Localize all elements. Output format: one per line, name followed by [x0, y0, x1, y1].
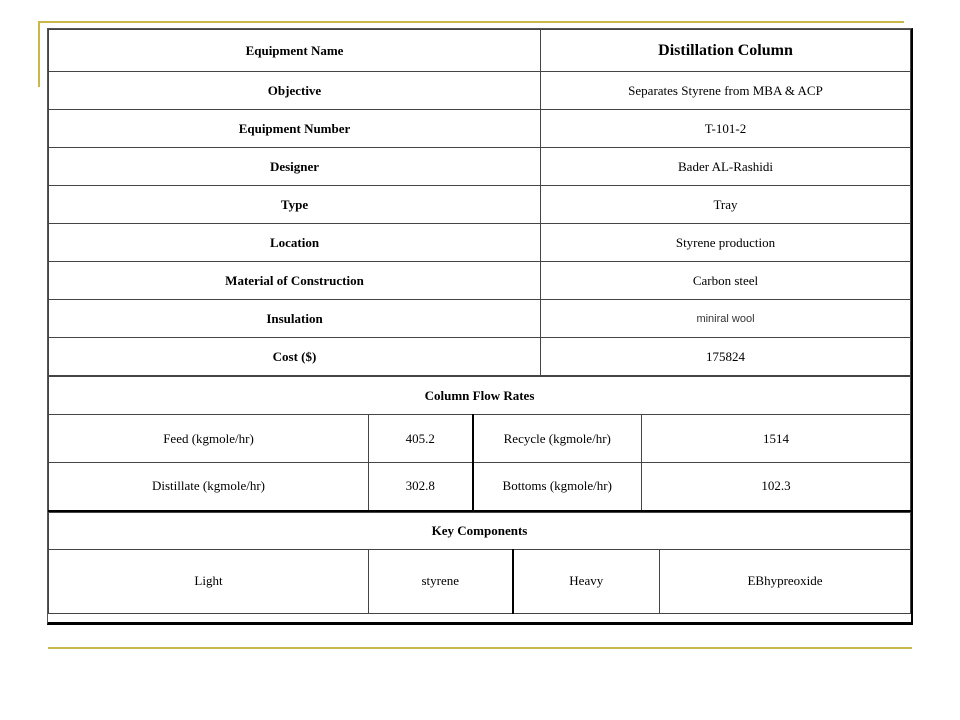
cost-label: Cost ($)	[49, 338, 541, 376]
material-row	[49, 262, 911, 300]
location-row	[49, 224, 911, 262]
objective-value: Separates Styrene from MBA & ACP	[541, 72, 911, 110]
distillate-bottoms-row	[49, 463, 911, 511]
recycle-value: 1514	[642, 415, 911, 463]
location-value: Styrene production	[541, 224, 911, 262]
flow-rates-title: Column Flow Rates	[49, 377, 911, 415]
material-value: Carbon steel	[541, 262, 911, 300]
cost-value: 175824	[541, 338, 911, 376]
feed-recycle-row	[49, 415, 911, 463]
designer-row	[49, 148, 911, 186]
heavy-label: Heavy	[513, 549, 660, 613]
equipment-number-value: T-101-2	[541, 110, 911, 148]
objective-label: Objective	[49, 72, 541, 110]
equipment-spec-sheet	[47, 28, 913, 625]
material-label: Material of Construction	[49, 262, 541, 300]
decorative-bottom-rule	[48, 647, 912, 649]
equipment-info-table	[48, 29, 911, 376]
objective-row	[49, 72, 911, 110]
insulation-label: Insulation	[49, 300, 541, 338]
equipment-number-row	[49, 110, 911, 148]
designer-label: Designer	[49, 148, 541, 186]
key-components-header-row	[49, 512, 911, 549]
feed-value: 405.2	[369, 415, 473, 463]
cost-row	[49, 338, 911, 376]
heavy-value: EBhypreoxide	[660, 549, 911, 613]
insulation-row	[49, 300, 911, 338]
key-components-title: Key Components	[49, 512, 911, 549]
recycle-label: Recycle (kgmole/hr)	[473, 415, 642, 463]
insulation-value: miniral wool	[541, 300, 911, 338]
type-row	[49, 186, 911, 224]
light-value: styrene	[369, 549, 513, 613]
decorative-top-rule	[38, 21, 904, 23]
type-label: Type	[49, 186, 541, 224]
bottoms-value: 102.3	[642, 463, 911, 511]
location-label: Location	[49, 224, 541, 262]
light-label: Light	[49, 549, 369, 613]
bottoms-label: Bottoms (kgmole/hr)	[473, 463, 642, 511]
distillate-label: Distillate (kgmole/hr)	[49, 463, 369, 511]
equipment-name-label: Equipment Name	[49, 30, 541, 72]
distillate-value: 302.8	[369, 463, 473, 511]
components-row	[49, 549, 911, 613]
equipment-number-label: Equipment Number	[49, 110, 541, 148]
designer-value: Bader AL-Rashidi	[541, 148, 911, 186]
key-components-table	[48, 512, 911, 614]
decorative-left-rule	[38, 21, 40, 87]
equipment-name-value: Distillation Column	[541, 30, 911, 72]
feed-label: Feed (kgmole/hr)	[49, 415, 369, 463]
type-value: Tray	[541, 186, 911, 224]
flow-rates-header-row	[49, 377, 911, 415]
equipment-name-row	[49, 30, 911, 72]
flow-rates-table	[48, 376, 911, 512]
